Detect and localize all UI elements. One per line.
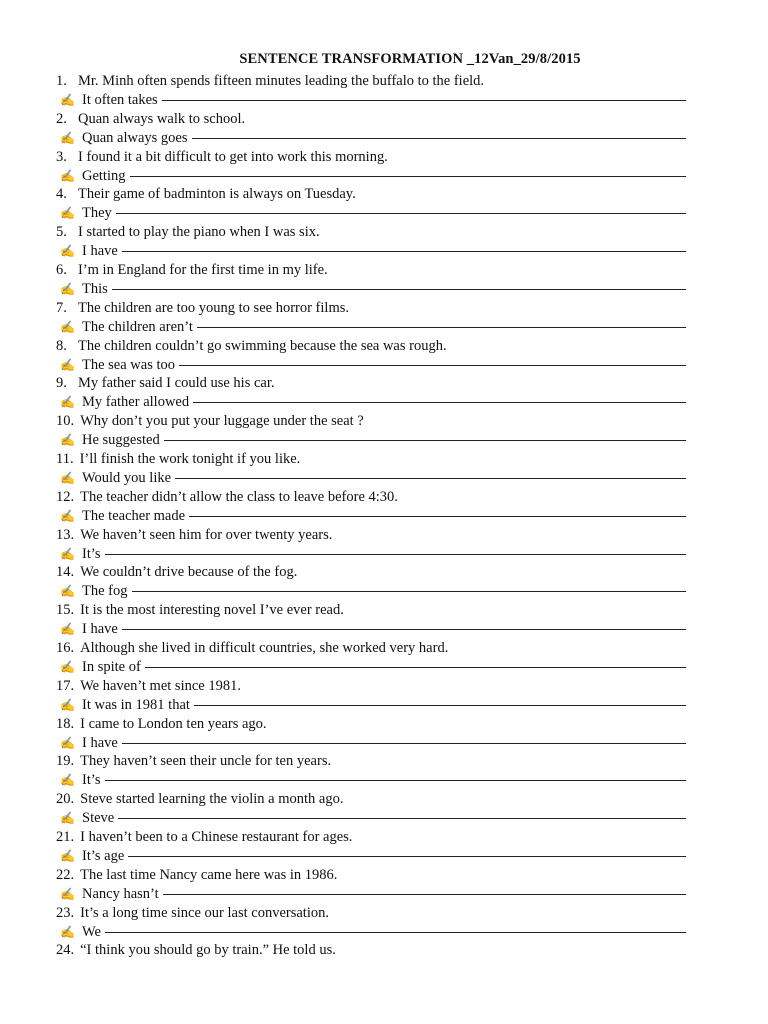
answer-line: [56, 546, 692, 565]
question-text: We couldn’t drive because of the fog.: [80, 564, 298, 581]
answer-line: [56, 735, 692, 754]
writing-hand-icon: ✍: [60, 659, 75, 674]
question-line: [56, 942, 692, 961]
writing-hand-icon: ✍: [60, 130, 75, 145]
writing-hand-icon: ✍: [60, 886, 75, 901]
answer-prompt: Would you like: [82, 469, 172, 486]
exercise-item: [56, 602, 692, 640]
answer-line: [56, 508, 692, 527]
question-text: It is the most interesting novel I’ve ever read.: [80, 602, 344, 619]
answer-prompt: I have: [82, 734, 118, 751]
answer-line: [56, 394, 692, 413]
question-text: We haven’t met since 1981.: [80, 677, 241, 694]
question-number: 16.: [56, 639, 75, 656]
answer-line: [56, 697, 692, 716]
question-text: I haven’t been to a Chinese restaurant for ages.: [80, 828, 353, 845]
answer-prompt: The children aren’t: [82, 318, 193, 335]
answer-prompt: They: [82, 205, 112, 222]
answer-blank[interactable]: [128, 856, 686, 857]
exercise-item: [56, 564, 692, 602]
question-line: [56, 149, 692, 168]
page-title: SENTENCE TRANSFORMATION _12Van_29/8/2015: [239, 51, 581, 67]
exercise-list: [56, 73, 692, 980]
question-number: 17.: [56, 677, 75, 694]
question-number: 10.: [56, 413, 75, 430]
answer-blank[interactable]: [105, 932, 686, 933]
writing-hand-icon: ✍: [60, 93, 75, 107]
exercise-item: [56, 829, 692, 867]
question-text: The teacher didn’t allow the class to leave before 4:30.: [80, 488, 398, 505]
answer-blank[interactable]: [105, 554, 686, 555]
question-number: 4.: [56, 186, 67, 203]
question-text: I’ll finish the work tonight if you like.: [79, 450, 301, 467]
answer-prompt: It’s: [82, 545, 101, 562]
answer-blank[interactable]: [189, 516, 686, 517]
answer-prompt: It’s: [82, 772, 101, 789]
question-text: The last time Nancy came here was in 1986.: [80, 866, 338, 883]
exercise-item: [56, 224, 692, 262]
answer-blank[interactable]: [197, 327, 686, 328]
question-line: [56, 640, 692, 659]
question-line: [56, 905, 692, 924]
exercise-item: [56, 451, 692, 489]
answer-prompt: Nancy hasn’t: [82, 885, 159, 902]
exercise-item: [56, 489, 692, 527]
answer-blank[interactable]: [192, 138, 686, 139]
writing-hand-icon: ✍: [60, 697, 75, 712]
question-line: [56, 375, 692, 394]
question-number: 1.: [56, 73, 67, 89]
question-line: [56, 413, 692, 432]
question-number: 12.: [56, 488, 75, 505]
exercise-item: [56, 111, 692, 149]
answer-prompt: I have: [82, 621, 118, 638]
answer-prompt: We: [82, 923, 101, 940]
question-line: [56, 867, 692, 886]
answer-line: [56, 848, 692, 867]
question-number: 11.: [56, 450, 74, 467]
question-line: [56, 791, 692, 810]
question-text: It’s a long time since our last conversation.: [80, 904, 329, 921]
answer-line: [56, 243, 692, 262]
exercise-item: [56, 905, 692, 943]
answer-blank[interactable]: [162, 100, 686, 101]
answer-blank[interactable]: [132, 591, 687, 592]
exercise-item: [56, 527, 692, 565]
question-line: [56, 300, 692, 319]
answer-prompt: The sea was too: [82, 356, 176, 373]
exercise-item: [56, 867, 692, 905]
question-text: Why don’t you put your luggage under the seat ?: [80, 413, 364, 430]
answer-blank[interactable]: [194, 705, 686, 706]
question-text: Mr. Minh often spends fifteen minutes leading the buffalo to the field.: [78, 73, 485, 89]
answer-line: [56, 319, 692, 338]
answer-blank[interactable]: [122, 743, 686, 744]
question-text: Their game of badminton is always on Tuesday.: [78, 186, 356, 203]
exercise-item: [56, 716, 692, 754]
writing-hand-icon: ✍: [60, 584, 75, 599]
answer-prompt: It was in 1981 that: [82, 696, 190, 713]
answer-blank[interactable]: [193, 402, 686, 403]
question-line: [56, 716, 692, 735]
answer-prompt: In spite of: [82, 658, 141, 675]
question-text: We haven’t seen him for over twenty years.: [80, 526, 333, 543]
question-line: [56, 338, 692, 357]
question-number: 13.: [56, 526, 75, 543]
exercise-item: [56, 73, 692, 111]
question-number: 9.: [56, 375, 67, 392]
answer-prompt: Quan always goes: [82, 129, 188, 146]
question-line: [56, 489, 692, 508]
question-number: 22.: [56, 866, 75, 883]
question-text: My father said I could use his car.: [78, 375, 275, 392]
question-number: 3.: [56, 148, 67, 165]
answer-blank[interactable]: [112, 289, 686, 290]
exercise-item: [56, 262, 692, 300]
answer-line: [56, 168, 692, 187]
question-number: 19.: [56, 753, 75, 770]
answer-prompt: It often takes: [82, 92, 158, 108]
question-number: 6.: [56, 261, 67, 278]
question-line: [56, 224, 692, 243]
writing-hand-icon: ✍: [60, 168, 75, 183]
exercise-item: [56, 413, 692, 451]
answer-prompt: The teacher made: [82, 507, 186, 524]
question-line: [56, 451, 692, 470]
question-text: Although she lived in difficult countries, she worked very hard.: [80, 639, 449, 656]
exercise-item: [56, 149, 692, 187]
answer-prompt: Steve: [82, 810, 115, 827]
question-text: I found it a bit difficult to get into work this morning.: [78, 148, 388, 165]
answer-blank[interactable]: [122, 629, 686, 630]
answer-blank[interactable]: [164, 440, 686, 441]
question-line: [56, 186, 692, 205]
answer-line: [56, 659, 692, 678]
question-number: 18.: [56, 715, 75, 732]
answer-prompt: It’s age: [82, 847, 125, 864]
writing-hand-icon: ✍: [60, 357, 75, 372]
exercise-item: [56, 300, 692, 338]
question-number: 24.: [56, 942, 75, 959]
exercise-item: [56, 338, 692, 376]
answer-prompt: Getting: [82, 167, 126, 184]
question-number: 15.: [56, 602, 75, 619]
writing-hand-icon: ✍: [60, 924, 75, 939]
writing-hand-icon: ✍: [60, 811, 75, 826]
writing-hand-icon: ✍: [60, 735, 75, 750]
answer-line: [56, 432, 692, 451]
exercise-item: [56, 942, 692, 980]
question-number: 21.: [56, 828, 75, 845]
answer-blank[interactable]: [145, 667, 686, 668]
answer-line: [56, 92, 692, 111]
answer-line: [56, 130, 692, 149]
writing-hand-icon: ✍: [60, 206, 75, 221]
question-number: 5.: [56, 224, 67, 241]
answer-line: [56, 205, 692, 224]
answer-blank[interactable]: [179, 365, 686, 366]
writing-hand-icon: ✍: [60, 395, 75, 410]
answer-prompt: My father allowed: [82, 394, 190, 411]
writing-hand-icon: ✍: [60, 546, 75, 561]
question-number: 23.: [56, 904, 75, 921]
answer-blank[interactable]: [130, 176, 687, 177]
answer-line: [56, 470, 692, 489]
exercise-item: [56, 186, 692, 224]
question-text: “I think you should go by train.” He told us.: [80, 942, 336, 959]
question-line: [56, 262, 692, 281]
writing-hand-icon: ✍: [60, 470, 75, 485]
answer-line: [56, 281, 692, 300]
question-text: I came to London ten years ago.: [80, 715, 267, 732]
question-text: The children couldn’t go swimming because the sea was rough.: [78, 337, 447, 354]
answer-blank[interactable]: [175, 478, 686, 479]
question-number: 7.: [56, 299, 67, 316]
answer-blank[interactable]: [118, 818, 686, 819]
answer-blank[interactable]: [163, 894, 686, 895]
answer-prompt: I have: [82, 243, 118, 260]
answer-prompt: He suggested: [82, 432, 160, 449]
answer-line: [56, 621, 692, 640]
answer-prompt: The fog: [82, 583, 128, 600]
answer-blank[interactable]: [105, 780, 686, 781]
question-text: I’m in England for the first time in my life.: [78, 261, 328, 278]
question-number: 2.: [56, 110, 67, 127]
writing-hand-icon: ✍: [60, 281, 75, 296]
writing-hand-icon: ✍: [60, 773, 75, 788]
writing-hand-icon: ✍: [60, 848, 75, 863]
answer-line: [56, 772, 692, 791]
answer-line: [56, 810, 692, 829]
question-number: 8.: [56, 337, 67, 354]
exercise-item: [56, 753, 692, 791]
question-number: 14.: [56, 564, 75, 581]
question-text: The children are too young to see horror films.: [78, 299, 349, 316]
question-line: [56, 73, 692, 92]
question-line: [56, 678, 692, 697]
question-line: [56, 527, 692, 546]
exercise-item: [56, 375, 692, 413]
exercise-item: [56, 791, 692, 829]
writing-hand-icon: ✍: [60, 244, 75, 259]
answer-line: [56, 924, 692, 943]
question-line: [56, 111, 692, 130]
answer-line: [56, 886, 692, 905]
writing-hand-icon: ✍: [60, 319, 75, 334]
answer-line: [56, 357, 692, 376]
writing-hand-icon: ✍: [60, 622, 75, 637]
answer-blank[interactable]: [122, 251, 686, 252]
exercise-item: [56, 678, 692, 716]
exercise-item: [56, 640, 692, 678]
question-line: [56, 564, 692, 583]
question-text: Steve started learning the violin a month ago.: [80, 791, 344, 808]
question-number: 20.: [56, 791, 75, 808]
question-line: [56, 602, 692, 621]
answer-prompt: This: [82, 280, 108, 297]
question-line: [56, 829, 692, 848]
question-text: Quan always walk to school.: [78, 110, 246, 127]
question-text: I started to play the piano when I was six.: [78, 224, 320, 241]
answer-blank[interactable]: [116, 213, 686, 214]
question-line: [56, 753, 692, 772]
writing-hand-icon: ✍: [60, 433, 75, 448]
question-text: They haven’t seen their uncle for ten years.: [80, 753, 332, 770]
answer-line: [56, 583, 692, 602]
writing-hand-icon: ✍: [60, 508, 75, 523]
